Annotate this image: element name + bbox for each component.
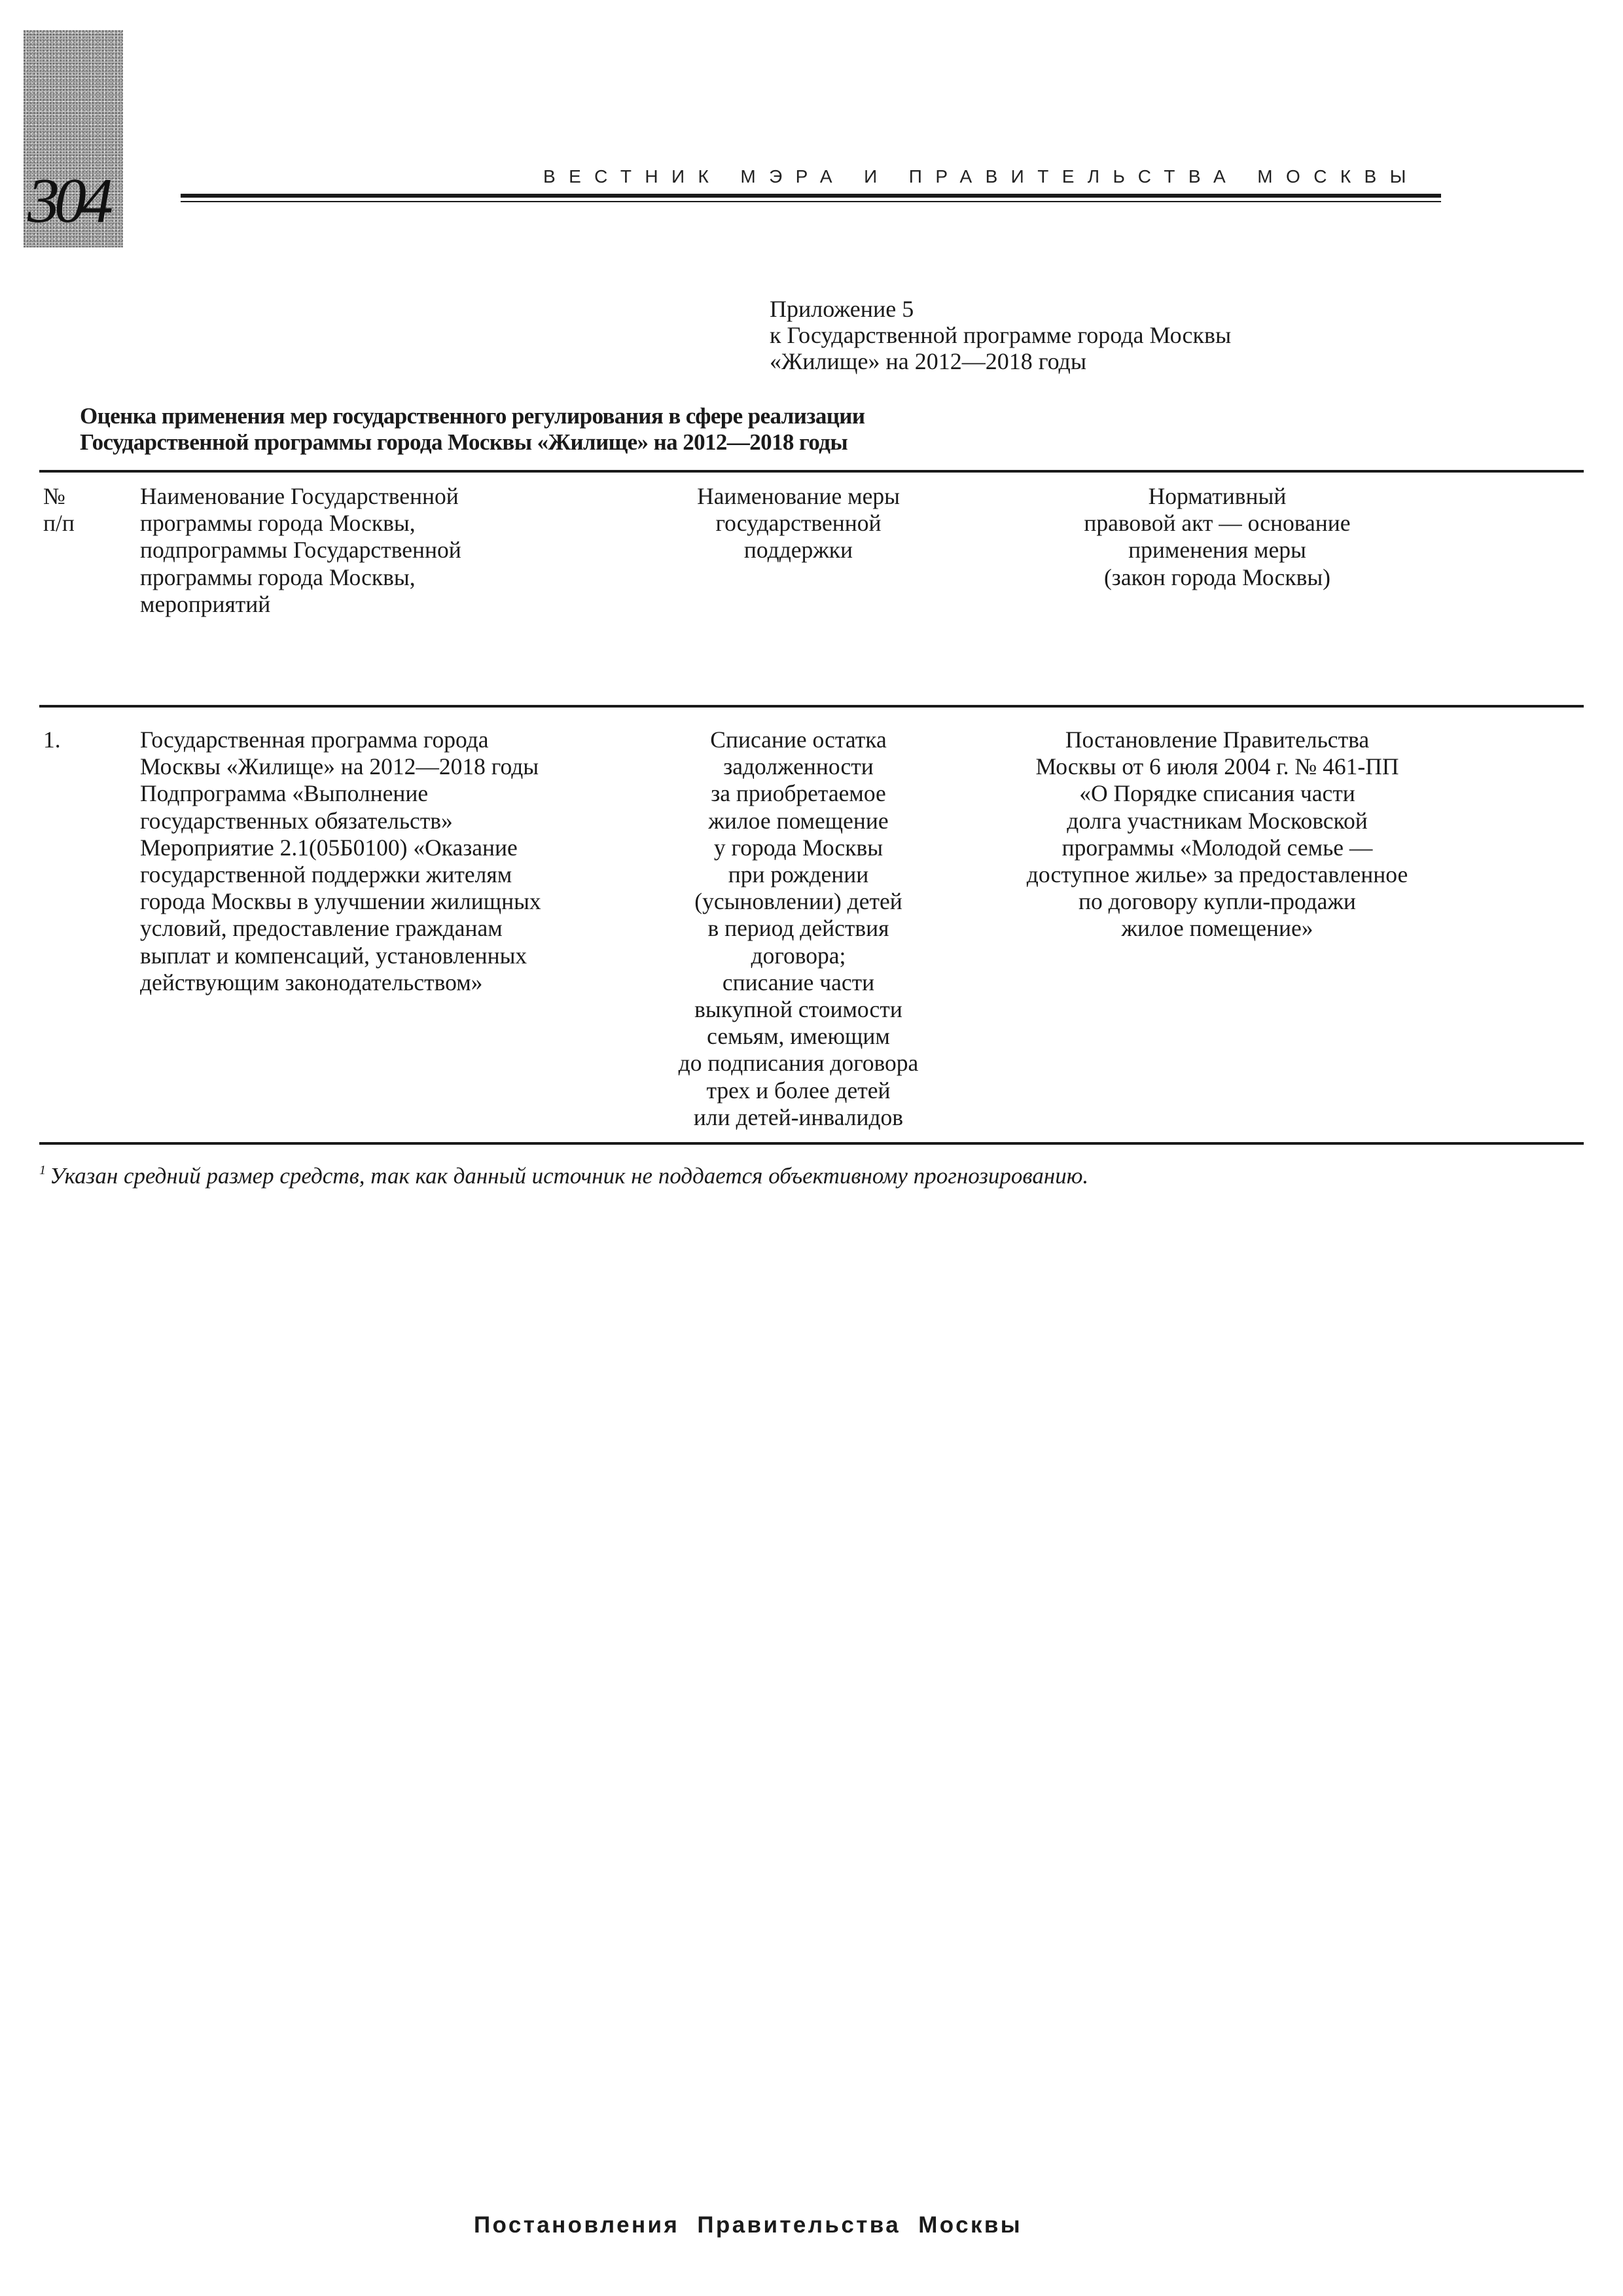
row-program [140, 726, 541, 996]
header-text: Нормативный [1148, 483, 1287, 509]
cell-line: «О Порядке списания части [1079, 780, 1355, 807]
cell-line: города Москвы в улучшении жилищных [140, 888, 541, 915]
cell-line: задолженности [723, 753, 874, 780]
cell-line: государственной поддержки жителям [140, 861, 512, 888]
cell-line: государственных обязательств» [140, 807, 453, 834]
page-number: 304 [27, 166, 108, 236]
cell-line: выплат и компенсаций, установленных [140, 942, 527, 969]
header-num [43, 483, 75, 537]
cell-line: трех и более детей [706, 1077, 891, 1103]
cell-line: списание части [722, 969, 875, 996]
cell-line: (усыновлении) детей [694, 888, 902, 915]
header-text: подпрограммы Государственной [140, 537, 461, 564]
appendix-line: к Государственной программе города Москвы [770, 322, 1232, 348]
table-top-rule [39, 470, 1584, 473]
cell-line: при рождении [728, 861, 869, 888]
cell-line: жилое помещение» [1121, 915, 1313, 942]
cell-line: долга участникам Московской [1067, 807, 1368, 834]
table-header-rule [39, 705, 1584, 708]
cell-line: доступное жилье» за предоставленное [1026, 861, 1408, 888]
page-number-badge [24, 30, 123, 247]
header-text: (закон города Москвы) [1103, 564, 1331, 590]
header-text: поддержки [743, 537, 853, 564]
header-text: мероприятий [140, 590, 271, 617]
cell-line: действующим законодательством» [140, 969, 483, 996]
row-act [995, 726, 1440, 942]
cell-line: Государственная программа города [140, 726, 489, 753]
cell-line: Мероприятие 2.1(05Б0100) «Оказание [140, 834, 518, 861]
running-header: ВЕСТНИК МЭРА И ПРАВИТЕЛЬСТВА МОСКВЫ [543, 166, 1419, 187]
appendix-line: Приложение 5 [770, 296, 914, 322]
table-bottom-rule [39, 1142, 1584, 1145]
header-program [140, 483, 461, 618]
cell-line: по договору купли-продажи [1079, 888, 1356, 915]
header-text: Наименование меры [697, 483, 900, 509]
header-rule-thick [181, 194, 1441, 198]
header-text: № [43, 483, 65, 509]
cell-line: или детей-инвалидов [693, 1103, 904, 1130]
cell-line: в период действия [707, 915, 889, 942]
header-text: правовой акт — основание [1084, 510, 1351, 537]
footnote [39, 1157, 1088, 1189]
cell-line: до подписания договора [678, 1050, 919, 1077]
cell-line: программы «Молодой семье — [1061, 834, 1373, 861]
table-title-line: Государственной программы города Москвы «Жилище» на 2012—2018 годы [80, 429, 848, 455]
row-num: 1. [43, 726, 61, 753]
table-title [80, 403, 865, 456]
cell-line: Москвы от 6 июля 2004 г. № 461-ПП [1035, 753, 1399, 780]
bottom-running-title: Постановления Правительства Москвы [474, 2212, 1023, 2238]
cell-line: Списание остатка [710, 726, 887, 753]
header-text: п/п [43, 510, 75, 537]
appendix-line: «Жилище» на 2012—2018 годы [770, 348, 1087, 374]
cell-line: выкупной стоимости [694, 996, 902, 1023]
cell-line: Москвы «Жилище» на 2012—2018 годы [140, 753, 539, 780]
header-act [995, 483, 1440, 591]
cell-line: Постановление Правительства [1065, 726, 1370, 753]
header-rule-thin [181, 201, 1441, 202]
row-measure [628, 726, 969, 1131]
cell-line: семьям, имеющим [707, 1023, 890, 1050]
cell-line: Подпрограмма «Выполнение [140, 780, 429, 807]
cell-line: за приобретаемое [711, 780, 886, 807]
cell-line: условий, предоставление гражданам [140, 915, 503, 942]
header-text: программы города Москвы, [140, 510, 416, 537]
appendix-note [770, 296, 1231, 374]
table-title-line: Оценка применения мер государственного регулирования в сфере реализации [80, 403, 865, 429]
header-text: программы города Москвы, [140, 564, 416, 590]
header-text: Наименование Государственной [140, 483, 459, 509]
header-text: применения меры [1128, 537, 1306, 564]
header-measure [628, 483, 969, 564]
footnote-text: Указан средний размер средств, так как данный источник не поддается объективному прогнозированию. [50, 1163, 1089, 1189]
cell-line: договора; [751, 942, 846, 969]
footnote-marker: 1 [39, 1163, 46, 1177]
header-text: государственной [715, 510, 882, 537]
cell-line: у города Москвы [713, 834, 883, 861]
cell-line: жилое помещение [708, 807, 889, 834]
